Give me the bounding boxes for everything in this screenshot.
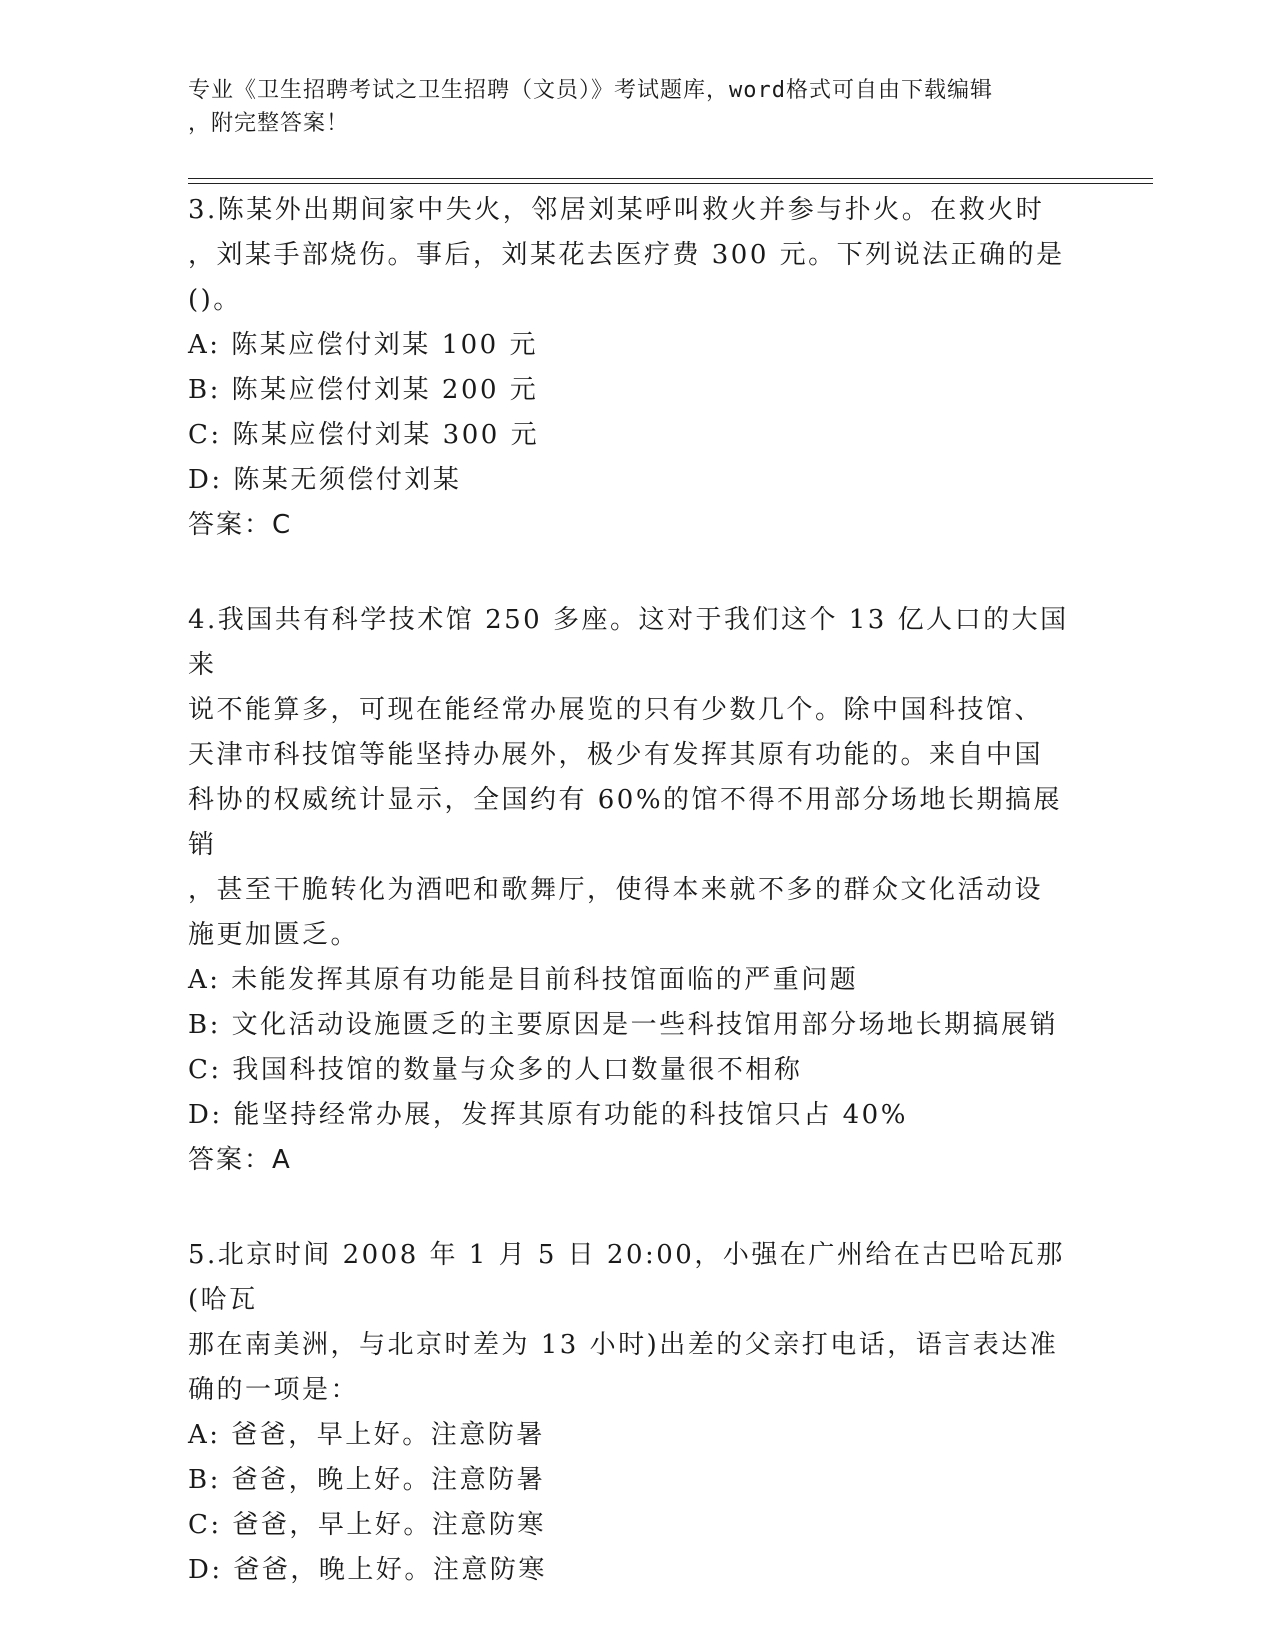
- option-c: C: 陈某应偿付刘某 300 元: [188, 420, 540, 450]
- question-line: ，刘某手部烧伤。事后，刘某花去医疗费 300 元。下列说法正确的是: [188, 240, 1065, 270]
- option-a: A: 未能发挥其原有功能是目前科技馆面临的严重问题: [188, 965, 859, 995]
- question-line: 天津市科技馆等能坚持办展外，极少有发挥其原有功能的。来自中国: [188, 740, 1044, 770]
- question-list: [188, 188, 1088, 1643]
- question-4: [188, 598, 1088, 1183]
- header-divider-top: [188, 178, 1153, 179]
- option-d: D: 陈某无须偿付刘某: [188, 465, 462, 495]
- question-5: [188, 1233, 1088, 1593]
- question-line: 科协的权威统计显示，全国约有 60%的馆不得不用部分场地长期搞展销: [188, 785, 1063, 860]
- option-b: B: 文化活动设施匮乏的主要原因是一些科技馆用部分场地长期搞展销: [188, 1010, 1059, 1040]
- option-c: C: 爸爸，早上好。注意防寒: [188, 1510, 546, 1540]
- option-d: D: 能坚持经常办展，发挥其原有功能的科技馆只占 40%: [188, 1100, 908, 1130]
- option-a: A: 陈某应偿付刘某 100 元: [188, 330, 538, 360]
- option-b: B: 爸爸，晚上好。注意防暑: [188, 1465, 546, 1495]
- question-line: 施更加匮乏。: [188, 920, 360, 950]
- question-line: 说不能算多，可现在能经常办展览的只有少数几个。除中国科技馆、: [188, 695, 1044, 725]
- question-3-text: [188, 188, 1088, 323]
- option-a: A: 爸爸，早上好。注意防暑: [188, 1420, 545, 1450]
- question-line: ()。: [188, 285, 242, 315]
- question-line: 那在南美洲，与北京时差为 13 小时)出差的父亲打电话，语言表达准: [188, 1330, 1059, 1360]
- header-line-1: 专业《卫生招聘考试之卫生招聘（文员）》考试题库，word格式可自由下载编辑: [188, 78, 993, 103]
- option-d: D: 爸爸，晚上好。注意防寒: [188, 1555, 547, 1585]
- header-line-2: ，附完整答案！: [188, 111, 350, 136]
- question-line: 3.陈某外出期间家中失火，邻居刘某呼叫救火并参与扑火。在救火时: [188, 195, 1045, 225]
- question-4-text: [188, 598, 1088, 958]
- question-line: 4.我国共有科学技术馆 250 多座。这对于我们这个 13 亿人口的大国来: [188, 605, 1069, 680]
- option-b: B: 陈某应偿付刘某 200 元: [188, 375, 539, 405]
- question-5-text: [188, 1233, 1088, 1413]
- answer-label: 答案：C: [188, 510, 293, 540]
- header-divider-bottom: [188, 183, 1153, 184]
- question-3: [188, 188, 1088, 548]
- question-line: 5.北京时间 2008 年 1 月 5 日 20:00，小强在广州给在古巴哈瓦那(哈瓦: [188, 1240, 1065, 1315]
- document-header: [188, 74, 1068, 140]
- question-line: ，甚至干脆转化为酒吧和歌舞厅，使得本来就不多的群众文化活动设: [188, 875, 1044, 905]
- option-c: C: 我国科技馆的数量与众多的人口数量很不相称: [188, 1055, 803, 1085]
- answer-label: 答案：A: [188, 1145, 292, 1175]
- question-line: 确的一项是：: [188, 1375, 360, 1405]
